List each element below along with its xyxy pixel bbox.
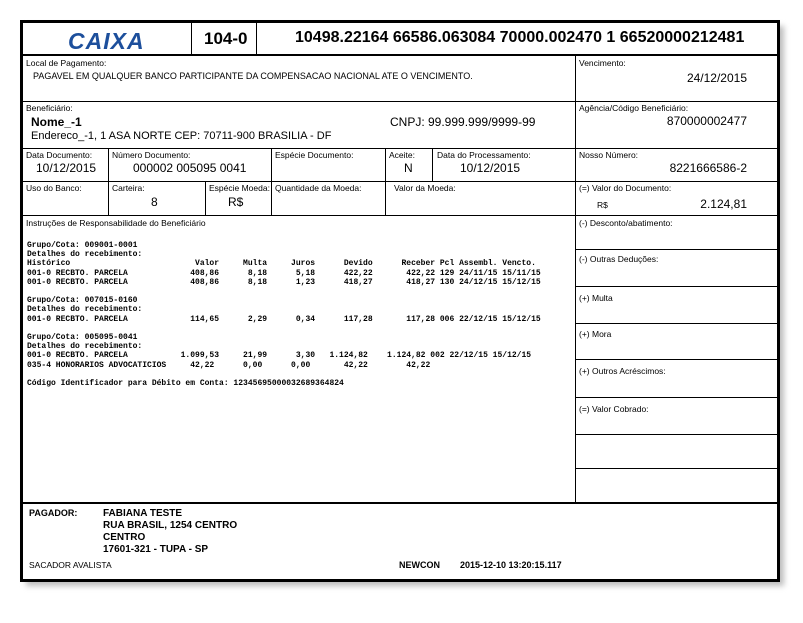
local-pagamento-value: PAGAVEL EM QUALQUER BANCO PARTICIPANTE DA COMPENSACAO NACIONAL ATE O VENCIMENTO.: [33, 71, 473, 81]
especie-moeda-label: Espécie Moeda:: [209, 183, 270, 193]
valor-documento-value: 2.124,81: [700, 197, 747, 211]
agencia-value: 870000002477: [666, 114, 747, 128]
instruction-line: 001-0 RECBTO. PARCELA 114,65 2,29 0,34 117,28 117,28 006 22/12/15 15/12/15: [27, 314, 541, 324]
aceite-value: N: [404, 161, 413, 175]
pagador-city: 17601-321 - TUPA - SP: [103, 544, 209, 555]
quantidade-moeda-label: Quantidade da Moeda:: [275, 183, 362, 193]
beneficiario-cnpj: CNPJ: 99.999.999/9999-99: [390, 115, 536, 129]
numero-documento-value: 000002 005095 0041: [133, 161, 247, 175]
instruction-line: Detalhes do recebimento:: [27, 250, 143, 260]
nosso-numero-label: Nosso Número:: [579, 150, 639, 160]
carteira-label: Carteira:: [112, 183, 145, 193]
instruction-line: Grupo/Cota: 009001-0001: [27, 241, 138, 250]
pagador-label: PAGADOR:: [29, 508, 78, 518]
outros-acrescimos-label: (+) Outros Acréscimos:: [579, 366, 666, 376]
carteira-value: 8: [151, 195, 158, 209]
valor-documento-label: (=) Valor do Documento:: [579, 183, 672, 193]
instruction-line: 035-4 HONORARIOS ADVOCATICIOS 42,22 0,00 0,00 42,22 42,22: [27, 360, 431, 370]
vencimento-label: Vencimento:: [579, 58, 626, 68]
pagador-name: FABIANA TESTE: [103, 508, 183, 519]
instruction-line: 001-0 RECBTO. PARCELA 408,86 8,18 1,23 418,27 418,27 130 24/12/15 15/12/15: [27, 277, 541, 287]
instrucoes-label: Instruções de Responsabilidade do Beneficiário: [26, 218, 206, 228]
digitable-line: 10498.22164 66586.063084 70000.002470 1 66520000212481: [295, 29, 745, 46]
uso-banco-label: Uso do Banco:: [26, 183, 82, 193]
system-name: NEWCON: [399, 560, 440, 570]
valor-moeda-label: Valor da Moeda:: [394, 183, 456, 193]
bank-code: 104-0: [204, 29, 248, 48]
beneficiario-address: Endereco_-1, 1 ASA NORTE CEP: 70711-900 BRASILIA - DF: [31, 130, 332, 142]
instruction-line: Detalhes do recebimento:: [27, 342, 143, 352]
valor-cobrado-label: (=) Valor Cobrado:: [579, 404, 649, 414]
vencimento-value: 24/12/2015: [686, 71, 747, 85]
local-pagamento-label: Local de Pagamento:: [26, 58, 107, 68]
instruction-line: Grupo/Cota: 007015-0160: [27, 296, 138, 306]
data-processamento-value: 10/12/2015: [460, 161, 521, 175]
data-documento-value: 10/12/2015: [36, 161, 97, 175]
print-timestamp: 2015-12-10 13:20:15.117: [460, 560, 562, 570]
instruction-line: Código Identificador para Débito em Conta: 12345695000032689364824: [27, 379, 344, 388]
instruction-line: Histórico Valor Multa Juros Devido Receber Pcl Assembl. Vencto.: [27, 259, 536, 269]
numero-documento-label: Número Documento:: [112, 150, 191, 160]
multa-label: (+) Multa: [579, 293, 613, 303]
boleto-document: [20, 20, 780, 582]
instruction-line: Detalhes do recebimento:: [27, 305, 143, 315]
pagador-district: CENTRO: [103, 532, 146, 543]
aceite-label: Aceite:: [389, 150, 415, 160]
pagador-street: RUA BRASIL, 1254 CENTRO: [103, 520, 238, 531]
especie-moeda-value: R$: [228, 195, 244, 209]
desconto-label: (-) Desconto/abatimento:: [579, 218, 673, 228]
beneficiario-name: Nome_-1: [31, 115, 82, 129]
outras-deducoes-label: (-) Outras Deduções:: [579, 254, 659, 264]
mora-label: (+) Mora: [579, 329, 612, 339]
valor-documento-currency: R$: [597, 200, 608, 210]
data-processamento-label: Data do Processamento:: [437, 150, 531, 160]
beneficiario-label: Beneficiário:: [26, 103, 73, 113]
caixa-logo: CAIXA: [68, 28, 145, 54]
nosso-numero-value: 8221666586-2: [669, 161, 747, 175]
sacador-avalista-label: SACADOR AVALISTA: [29, 560, 112, 570]
especie-documento-label: Espécie Documento:: [275, 150, 354, 160]
instruction-line: 001-0 RECBTO. PARCELA 1.099,53 21,99 3,30 1.124,82 1.124,82 002 22/12/15 15/12/15: [27, 351, 532, 361]
agencia-label: Agência/Código Beneficiário:: [579, 103, 689, 113]
instruction-line: Grupo/Cota: 005095-0041: [27, 333, 138, 342]
data-documento-label: Data Documento:: [26, 150, 93, 160]
instruction-line: 001-0 RECBTO. PARCELA 408,86 8,18 5,18 422,22 422,22 129 24/11/15 15/11/15: [27, 268, 541, 278]
